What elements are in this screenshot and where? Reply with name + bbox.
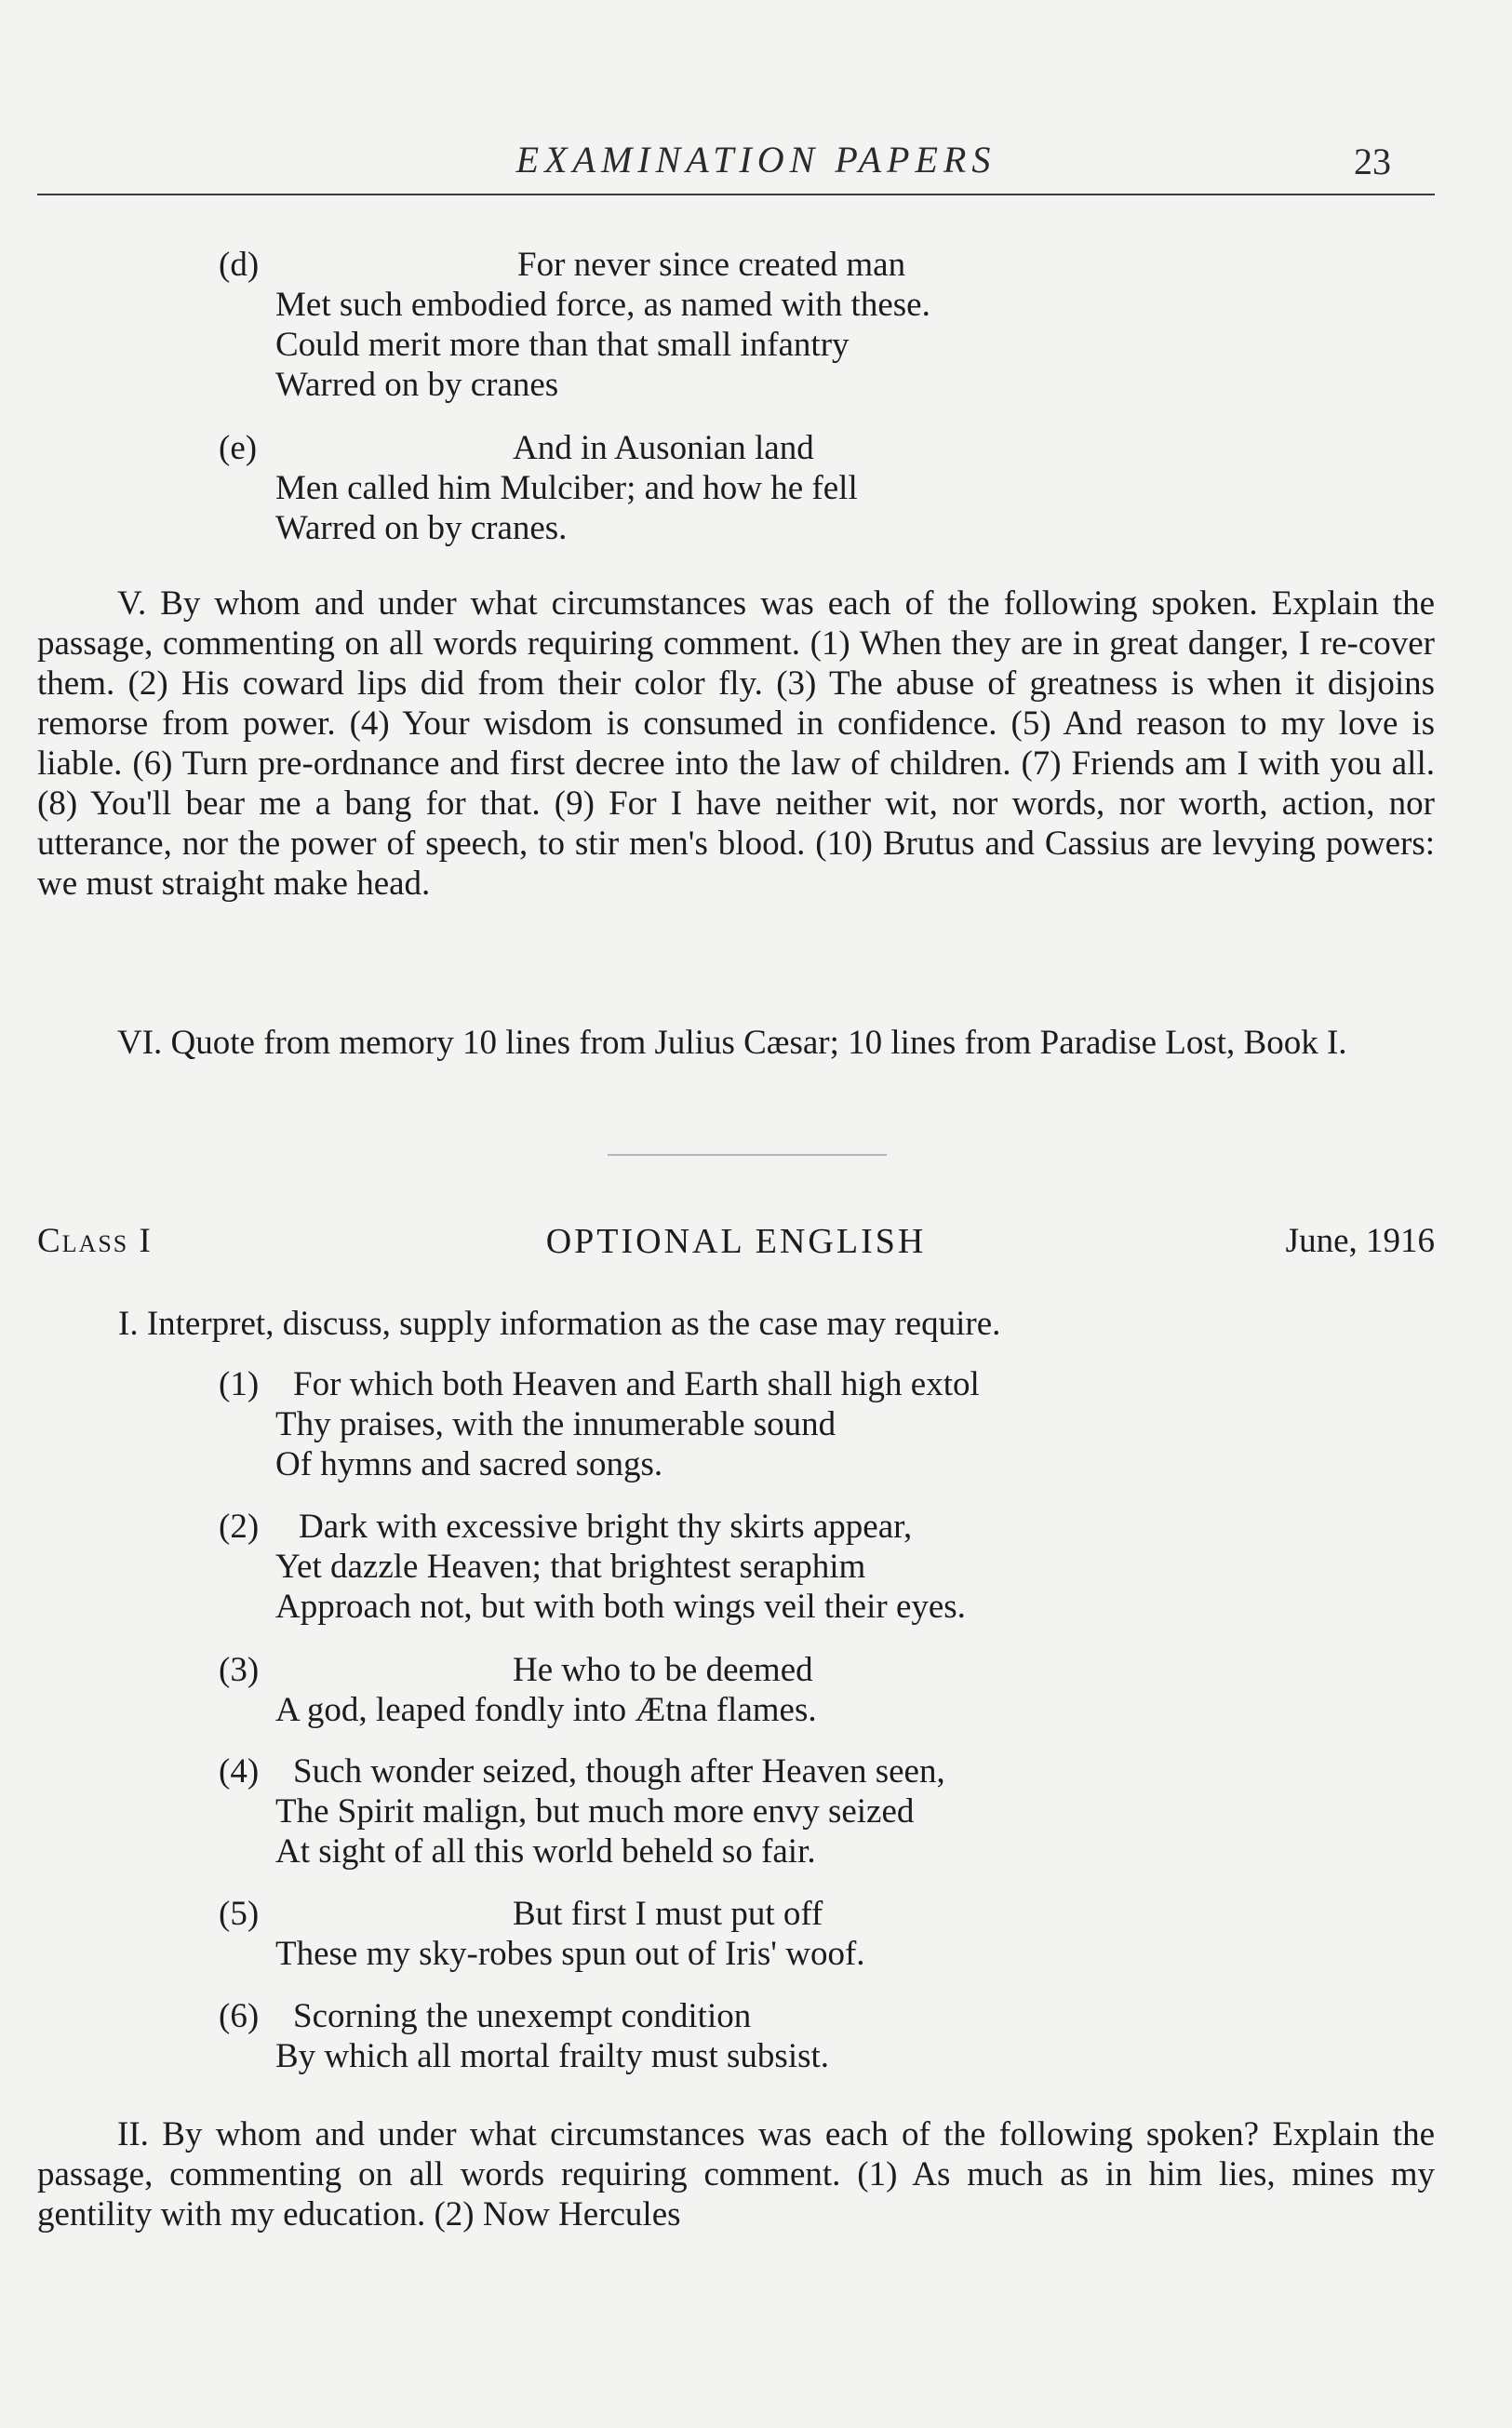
quote-label: (e) xyxy=(219,429,258,467)
quote-label: (5) xyxy=(219,1895,260,1933)
quote-4 xyxy=(219,1751,1242,1876)
quote-line: Approach not, but with both wings veil their eyes. xyxy=(275,1588,966,1626)
quote-label: (3) xyxy=(219,1651,260,1689)
exam-date: June, 1916 xyxy=(1285,1222,1435,1260)
class-label: Class I xyxy=(37,1222,153,1260)
quote-label: (2) xyxy=(219,1508,260,1546)
question-ii xyxy=(37,2114,1435,2234)
section-title: OPTIONAL ENGLISH xyxy=(545,1222,927,1261)
quote-d xyxy=(219,245,1149,409)
quote-label: (6) xyxy=(219,1997,260,2035)
quote-label: (d) xyxy=(219,246,260,284)
quote-line: Such wonder seized, though after Heaven seen, xyxy=(293,1752,945,1791)
quote-line: Scorning the unexempt condition xyxy=(293,1997,752,2035)
quote-line: For which both Heaven and Earth shall high extol xyxy=(293,1365,980,1403)
quote-6 xyxy=(219,1996,1242,2082)
quote-2 xyxy=(219,1507,1242,1631)
quote-line: Yet dazzle Heaven; that brightest seraphim xyxy=(275,1548,866,1586)
question-vi-text: VI. Quote from memory 10 lines from Julius Cæsar; 10 lines from Paradise Lost, Book I. xyxy=(117,1024,1347,1062)
question-v xyxy=(37,584,1435,904)
quote-line: A god, leaped fondly into Ætna flames. xyxy=(275,1691,817,1729)
quote-1 xyxy=(219,1364,1242,1489)
quote-line: Thy praises, with the innumerable sound xyxy=(275,1405,836,1443)
quote-3 xyxy=(219,1650,1242,1736)
quote-line: And in Ausonian land xyxy=(513,429,814,467)
quote-line: The Spirit malign, but much more envy seized xyxy=(275,1792,915,1831)
quote-line: By which all mortal frailty must subsist. xyxy=(275,2037,830,2075)
quote-label: (1) xyxy=(219,1365,260,1403)
quote-line: But first I must put off xyxy=(513,1895,823,1933)
quote-line: Could merit more than that small infantry xyxy=(275,326,850,364)
running-title: EXAMINATION PAPERS xyxy=(515,139,997,181)
quote-line: He who to be deemed xyxy=(513,1651,813,1689)
quote-line: Warred on by cranes xyxy=(275,366,559,404)
quote-line: Warred on by cranes. xyxy=(275,509,568,547)
header-rule xyxy=(37,194,1435,195)
quote-5 xyxy=(219,1894,1242,1979)
question-vi xyxy=(37,1023,1435,1063)
quote-line: For never since created man xyxy=(517,246,906,284)
quote-e xyxy=(219,428,1149,553)
question-v-text: V. By whom and under what circumstances was each of the following spoken. Explain the passage, commenting on all words requiring comment. (1) When they are in great danger, I re-cover them. (2) His coward lips did from their color fly. (3) The abuse of greatness is when it disjoins remorse from power. (4) Your wisdom is consumed in confidence. (5) And reason to my love is liable. (6) Turn pre-ordnance and first decree into the law of children. (7) Friends am I with you all. (8) You'll bear me a bang for that. (9) For I have neither wit, nor words, nor worth, action, nor utterance, nor the power of speech, to stir men's blood. (10) Brutus and Cassius are levying powers: we must straight make head. xyxy=(37,584,1435,903)
page-number: 23 xyxy=(1354,141,1391,182)
quote-line: Men called him Mulciber; and how he fell xyxy=(275,469,858,507)
quote-label: (4) xyxy=(219,1752,260,1791)
quote-line: These my sky-robes spun out of Iris' woof. xyxy=(275,1935,865,1973)
section-divider xyxy=(608,1154,887,1156)
quote-line: At sight of all this world beheld so fair. xyxy=(275,1832,816,1871)
question-i-instruction: I. Interpret, discuss, supply information as the case may require. xyxy=(118,1305,1001,1343)
quote-line: Of hymns and sacred songs. xyxy=(275,1445,663,1483)
question-ii-text: II. By whom and under what circumstances was each of the following spoken? Explain the passage, commenting on all words requiring comment. (1) As much as in him lies, mines my gentility with my education. (2) Now Hercules xyxy=(37,2115,1435,2233)
quote-line: Dark with excessive bright thy skirts appear, xyxy=(299,1508,913,1546)
quote-line: Met such embodied force, as named with these. xyxy=(275,286,930,324)
section-header xyxy=(37,1221,1435,1268)
